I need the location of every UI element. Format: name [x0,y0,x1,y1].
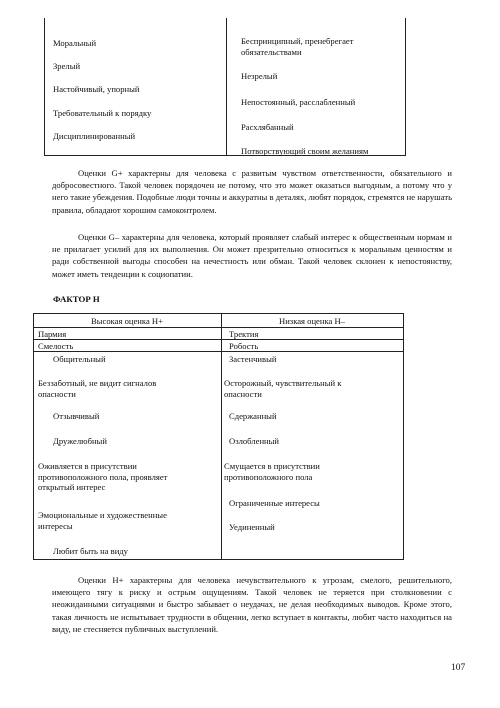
top-right-cell: Незрелый [241,71,278,81]
high-trait: Эмоциональные и художественные интересы [38,510,167,531]
row-parmia: Пармия [38,329,67,339]
paragraph-g-plus: Оценки G+ характерны для человека с развитым чувством ответственности, обязательного и добросовестного. Такой человек порядочен не потому, что это может оказаться выгодным, а потому что у него такие убеждения. Подобные люди точны и аккуратны в деталях, любят порядок, стремятся не нарушать правила, обладают хорошим самоконтролем. [52,168,452,215]
low-trait: Застенчивый [229,354,277,364]
high-trait: Любит быть на виду [53,546,128,556]
high-trait: Дружелюбный [53,436,107,446]
high-trait: Беззаботный, не видит сигналов опасности [38,378,157,399]
header-high-score: Высокая оценка H+ [91,316,163,326]
high-trait: Отзывчивый [53,411,100,421]
paragraph-h-plus: Оценки H+ характерны для человека нечувствительного к угрозам, смелого, решительного, имеющего тягу к риску и острым ощущениям. Такой человек не теряется при столкновении с неожиданными ситуациями и быстро забывает о неудачах, не делая необходимых выводов. Кроме этого, такая личность не испытывает трудности в общении, легко вступает в контакты, любит часто находиться на виду, не стесняется публичных выступлений. [52,575,452,634]
low-trait: Уединенный [229,522,275,532]
row-threctia: Тректия [229,329,259,339]
low-trait: Осторожный, чувствительный к опасности [224,378,342,399]
low-trait: Сдержанный [229,411,277,421]
top-right-cell: Непостоянный, расслабленный [241,97,356,107]
high-trait: Общительный [53,354,106,364]
top-right-cell: Беспринципный, пренебрегает обязательствами [241,36,354,57]
low-trait: Смущается в присутствии противоположного пола [224,461,320,482]
low-trait: Озлобленный [229,436,280,446]
high-trait: Оживляется в присутствии противоположного пола, проявляет открытый интерес [38,461,168,492]
top-left-cell: Требовательный к порядку [53,108,152,118]
top-right-cell: Расхлябанный [241,122,294,132]
low-trait: Ограниченные интересы [229,498,320,508]
row-timidity: Робость [229,341,259,351]
factor-heading: ФАКТОР H [53,294,100,304]
header-low-score: Низкая оценка H– [279,316,345,326]
top-left-cell: Дисциплинированный [53,131,136,141]
top-left-cell: Моральный [53,38,97,48]
paragraph-g-minus: Оценки G– характерны для человека, который проявляет слабый интерес к общественным нормам и не прилагает усилий для их выполнения. Он может презрительно относиться к моральным ценностям и ради собственной выгоды способен на нечестность или обман. Такой человек склонен к непостоянству, может иметь тенденции к социопатии. [52,232,452,279]
top-left-cell: Зрелый [53,61,81,71]
top-right-cell: Потворствующий своим желаниям [241,146,369,156]
row-boldness: Смелость [38,341,74,351]
top-left-cell: Настойчивый, упорный [53,84,140,94]
page-number: 107 [451,663,466,673]
